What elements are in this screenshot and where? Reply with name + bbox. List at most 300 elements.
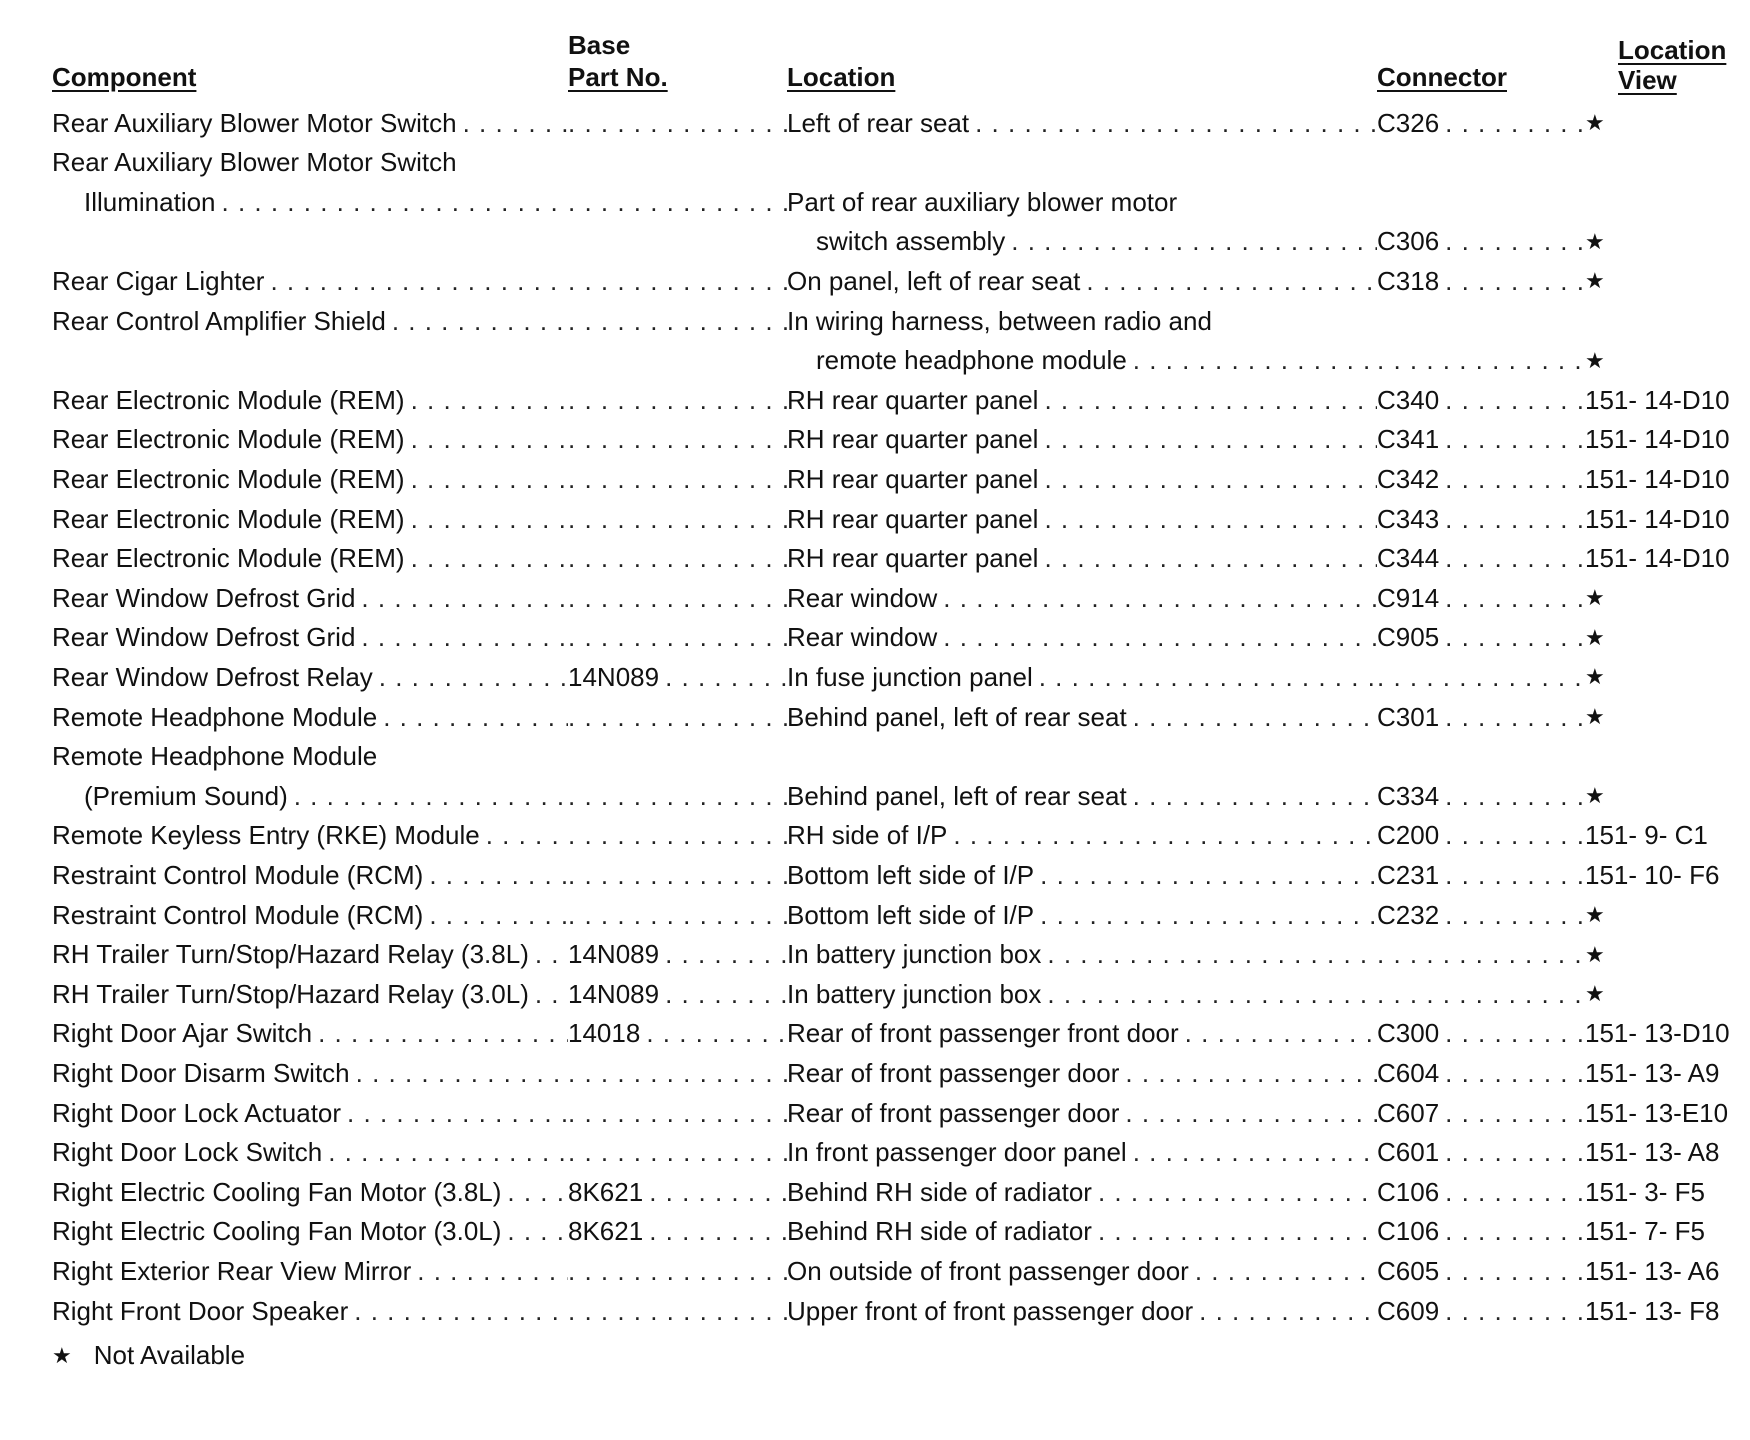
star-icon: ★ <box>1585 347 1605 373</box>
dot-leader <box>649 1177 787 1208</box>
connector-cell <box>1377 383 1585 417</box>
dot-leader <box>411 504 568 535</box>
location-view-cell <box>1585 740 1750 774</box>
location-cell <box>787 1215 1377 1249</box>
location-view: 151- 9- C1 <box>1585 820 1708 851</box>
dot-leader <box>1445 1018 1585 1049</box>
location-view-cell <box>1585 977 1750 1011</box>
star-icon: ★ <box>1585 268 1605 294</box>
location-cell <box>787 1294 1377 1328</box>
location-view: 151- 13-D10 <box>1585 1018 1730 1049</box>
part-number-cell <box>568 1215 787 1249</box>
dot-leader <box>429 900 568 931</box>
component: Right Exterior Rear View Mirror <box>52 1255 412 1286</box>
location-view-cell <box>1585 1056 1750 1090</box>
dot-leader <box>568 1296 787 1327</box>
connector-cell <box>1377 740 1585 774</box>
connector-cell <box>1377 344 1585 378</box>
component: Rear Control Amplifier Shield <box>52 305 386 336</box>
location-view-cell <box>1585 660 1750 694</box>
dot-leader <box>486 820 568 851</box>
component-cell <box>52 1017 568 1051</box>
location-view: 151- 13- A6 <box>1585 1255 1720 1286</box>
location-cell <box>787 1056 1377 1090</box>
location-view-cell <box>1585 344 1750 378</box>
dot-leader <box>1445 1216 1585 1247</box>
table-row <box>52 740 1750 774</box>
component: Rear Electronic Module (REM) <box>52 503 405 534</box>
part-number: 14N089 <box>568 978 660 1009</box>
table-row <box>52 423 1750 457</box>
location-view-cell <box>1585 1254 1750 1288</box>
component: Right Electric Cooling Fan Motor (3.8L) <box>52 1176 502 1207</box>
location: On panel, left of rear seat <box>787 265 1081 296</box>
location: Rear of front passenger front door <box>787 1018 1179 1049</box>
component: RH Trailer Turn/Stop/Hazard Relay (3.8L) <box>52 939 529 970</box>
dot-leader <box>270 266 568 297</box>
connector: C341 <box>1377 424 1440 455</box>
component-cell <box>52 423 568 457</box>
dot-leader <box>1377 979 1585 1010</box>
connector-cell <box>1377 858 1585 892</box>
table-row <box>52 819 1750 853</box>
component: RH Trailer Turn/Stop/Hazard Relay (3.0L) <box>52 978 529 1009</box>
location-cell <box>787 581 1377 615</box>
dot-leader <box>943 622 1377 653</box>
connector: C609 <box>1377 1295 1440 1326</box>
location-view: 151- 13- A8 <box>1585 1137 1720 1168</box>
dot-leader <box>568 781 787 812</box>
table-row <box>52 581 1750 615</box>
dot-leader <box>354 1296 568 1327</box>
component: Rear Cigar Lighter <box>52 265 265 296</box>
component-cell <box>52 581 568 615</box>
location-cell <box>787 977 1377 1011</box>
component-cell <box>52 1096 568 1130</box>
part-number: 8K621 <box>568 1216 644 1247</box>
location: Rear window <box>787 622 938 653</box>
dot-leader <box>1445 900 1585 931</box>
location-cell <box>787 700 1377 734</box>
dot-leader <box>383 702 568 733</box>
connector-cell <box>1377 106 1585 140</box>
part-number-cell <box>568 106 787 140</box>
component: Rear Auxiliary Blower Motor Switch <box>52 107 457 138</box>
location-view-cell <box>1585 264 1750 298</box>
location-cell <box>787 1017 1377 1051</box>
location: switch assembly <box>816 226 1006 257</box>
header-part-no: Part No. <box>568 62 668 92</box>
location: remote headphone module <box>816 345 1127 376</box>
location: Bottom left side of I/P <box>787 859 1035 890</box>
component-cell <box>52 106 568 140</box>
connector: C340 <box>1377 384 1440 415</box>
part-number-cell <box>568 977 787 1011</box>
dot-leader <box>568 385 787 416</box>
dot-leader <box>1445 424 1585 455</box>
header-connector: Connector <box>1377 62 1507 92</box>
part-number-cell <box>568 581 787 615</box>
location-view-cell <box>1585 1215 1750 1249</box>
star-icon: ★ <box>1585 228 1605 254</box>
component-cell <box>52 1294 568 1328</box>
dot-leader <box>649 1216 787 1247</box>
dot-leader <box>507 1177 568 1208</box>
location: RH rear quarter panel <box>787 503 1039 534</box>
dot-leader <box>1445 1296 1585 1327</box>
part-number-cell <box>568 542 787 576</box>
dot-leader <box>411 464 568 495</box>
location-view: 151- 10- F6 <box>1585 859 1720 890</box>
table-row <box>52 1136 1750 1170</box>
location-cell <box>787 225 1377 259</box>
connector: C106 <box>1377 1176 1440 1207</box>
location-cell <box>787 304 1377 338</box>
dot-leader <box>568 187 787 218</box>
star-icon: ★ <box>1585 783 1605 809</box>
dot-leader <box>568 900 787 931</box>
location-view-cell <box>1585 185 1750 219</box>
location: RH side of I/P <box>787 820 948 851</box>
dot-leader <box>1044 464 1377 495</box>
part-number: 14N089 <box>568 939 660 970</box>
component: Illumination <box>84 186 216 217</box>
connector: C318 <box>1377 265 1440 296</box>
part-number-cell <box>568 423 787 457</box>
component-cell <box>52 700 568 734</box>
connector: C300 <box>1377 1018 1440 1049</box>
star-icon: ★ <box>1585 902 1605 927</box>
connector: C342 <box>1377 463 1440 494</box>
connector-cell <box>1377 542 1585 576</box>
dot-leader <box>1445 622 1585 653</box>
dot-leader <box>222 187 568 218</box>
location-cell <box>787 1136 1377 1170</box>
component-cell <box>52 779 568 813</box>
component: Remote Headphone Module <box>52 741 378 772</box>
location-view-cell <box>1585 423 1750 457</box>
table-row <box>52 146 1750 180</box>
dot-leader <box>1133 702 1377 733</box>
location: RH rear quarter panel <box>787 543 1039 574</box>
location-view: 151- 14-D10 <box>1585 384 1730 415</box>
location-view: 151- 7- F5 <box>1585 1216 1705 1247</box>
header-location: Location <box>787 62 896 92</box>
connector-cell <box>1377 581 1585 615</box>
location-cell <box>787 106 1377 140</box>
dot-leader <box>1445 226 1585 257</box>
dot-leader <box>1125 1058 1377 1089</box>
location-view-cell <box>1585 1175 1750 1209</box>
component-cell <box>52 977 568 1011</box>
part-number: 14N089 <box>568 661 660 692</box>
dot-leader <box>1098 1216 1377 1247</box>
location-cell <box>787 462 1377 496</box>
dot-leader <box>568 622 787 653</box>
dot-leader <box>411 424 568 455</box>
location-cell <box>787 185 1377 219</box>
table-row <box>52 1215 1750 1249</box>
table-row <box>52 779 1750 813</box>
dot-leader <box>1086 266 1377 297</box>
component: (Premium Sound) <box>84 780 288 811</box>
table-row <box>52 462 1750 496</box>
location: RH rear quarter panel <box>787 463 1039 494</box>
location: In fuse junction panel <box>787 661 1033 692</box>
location-view-cell <box>1585 1136 1750 1170</box>
dot-leader <box>568 504 787 535</box>
connector-cell <box>1377 660 1585 694</box>
location-view-cell <box>1585 858 1750 892</box>
component-cell <box>52 462 568 496</box>
location-cell <box>787 898 1377 932</box>
dot-leader <box>568 860 787 891</box>
dot-leader <box>568 108 787 139</box>
table-row <box>52 938 1750 972</box>
connector-cell <box>1377 700 1585 734</box>
dot-leader <box>568 1256 787 1287</box>
star-icon: ★ <box>1585 585 1605 611</box>
connector-cell <box>1377 264 1585 298</box>
component: Right Door Ajar Switch <box>52 1018 313 1049</box>
location-view: 151- 14-D10 <box>1585 463 1730 494</box>
location-cell <box>787 1096 1377 1130</box>
part-number-cell <box>568 1017 787 1051</box>
location-view: 151- 14-D10 <box>1585 503 1730 534</box>
table-row <box>52 1254 1750 1288</box>
connector-cell <box>1377 1254 1585 1288</box>
connector-cell <box>1377 502 1585 536</box>
star-icon: ★ <box>1585 110 1605 135</box>
dot-leader <box>535 979 568 1010</box>
location-cell <box>787 1254 1377 1288</box>
table-row <box>52 898 1750 932</box>
dot-leader <box>568 543 787 574</box>
dot-leader <box>1044 543 1377 574</box>
location-view-cell <box>1585 146 1750 180</box>
table-row <box>52 383 1750 417</box>
location: Upper front of front passenger door <box>787 1295 1194 1326</box>
part-number-cell <box>568 1254 787 1288</box>
star-icon: ★ <box>1585 704 1605 729</box>
connector: C601 <box>1377 1137 1440 1168</box>
location-cell <box>787 423 1377 457</box>
connector-cell <box>1377 779 1585 813</box>
table-row <box>52 621 1750 655</box>
location-cell <box>787 938 1377 972</box>
location: Behind panel, left of rear seat <box>787 780 1127 811</box>
dot-leader <box>1445 820 1585 851</box>
location-view: 151- 13-E10 <box>1585 1097 1729 1128</box>
dot-leader <box>1445 385 1585 416</box>
table-row <box>52 660 1750 694</box>
dot-leader <box>568 702 787 733</box>
dot-leader <box>953 820 1377 851</box>
component: Rear Window Defrost Relay <box>52 661 373 692</box>
dot-leader <box>1133 781 1377 812</box>
part-number-cell <box>568 304 787 338</box>
connector-cell <box>1377 1175 1585 1209</box>
component: Rear Auxiliary Blower Motor Switch <box>52 147 457 178</box>
location-cell <box>787 858 1377 892</box>
dot-leader <box>1445 1098 1585 1129</box>
connector-cell <box>1377 1096 1585 1130</box>
connector: C344 <box>1377 543 1440 574</box>
part-number-cell <box>568 383 787 417</box>
location-view-cell <box>1585 819 1750 853</box>
dot-leader <box>568 1098 787 1129</box>
connector-cell <box>1377 938 1585 972</box>
part-number-cell <box>568 344 787 378</box>
location-view-cell <box>1585 502 1750 536</box>
dot-leader <box>1445 266 1585 297</box>
dot-leader <box>347 1098 568 1129</box>
component: Rear Electronic Module (REM) <box>52 384 405 415</box>
table-row <box>52 858 1750 892</box>
table-row <box>52 225 1750 259</box>
location-view-cell <box>1585 1017 1750 1051</box>
dot-leader <box>1195 1256 1377 1287</box>
component: Rear Electronic Module (REM) <box>52 543 405 574</box>
part-number-cell <box>568 185 787 219</box>
connector-cell <box>1377 819 1585 853</box>
dot-leader <box>1445 781 1585 812</box>
location: On outside of front passenger door <box>787 1255 1189 1286</box>
part-number-cell <box>568 225 787 259</box>
table-row <box>52 1294 1750 1328</box>
part-number-cell <box>568 462 787 496</box>
component-cell <box>52 740 568 774</box>
component-cell <box>52 621 568 655</box>
location-view-cell <box>1585 779 1750 813</box>
connector: C905 <box>1377 622 1440 653</box>
dot-leader <box>1039 662 1377 693</box>
location-cell <box>787 740 1377 774</box>
part-number-cell <box>568 779 787 813</box>
dot-leader <box>568 820 787 851</box>
location-cell <box>787 779 1377 813</box>
location-cell <box>787 542 1377 576</box>
component-cell <box>52 938 568 972</box>
component-cell <box>52 1215 568 1249</box>
dot-leader <box>1445 1058 1585 1089</box>
star-icon: ★ <box>1585 981 1605 1007</box>
dot-leader <box>1047 939 1377 970</box>
dot-leader <box>646 1018 787 1049</box>
star-icon: ★ <box>1585 624 1605 650</box>
dot-leader <box>1044 385 1377 416</box>
dot-leader <box>328 1137 568 1168</box>
dot-leader <box>1445 583 1585 614</box>
dot-leader <box>1377 345 1585 376</box>
part-number-cell <box>568 898 787 932</box>
location: Bottom left side of I/P <box>787 899 1035 930</box>
connector: C605 <box>1377 1255 1440 1286</box>
dot-leader <box>568 424 787 455</box>
header-component: Component <box>52 62 197 92</box>
component: Right Door Lock Actuator <box>52 1097 342 1128</box>
component-cell <box>52 542 568 576</box>
component-cell <box>52 858 568 892</box>
dot-leader <box>1445 108 1585 139</box>
dot-leader <box>1445 464 1585 495</box>
location-view: 151- 14-D10 <box>1585 543 1730 574</box>
location-cell <box>787 1175 1377 1209</box>
part-number: 8K621 <box>568 1176 644 1207</box>
dot-leader <box>1047 979 1377 1010</box>
component-cell <box>52 898 568 932</box>
location: RH rear quarter panel <box>787 424 1039 455</box>
star-icon: ★ <box>1585 664 1605 690</box>
dot-leader <box>1445 543 1585 574</box>
location: RH rear quarter panel <box>787 384 1039 415</box>
location: Behind RH side of radiator <box>787 1176 1092 1207</box>
location-view-cell <box>1585 304 1750 338</box>
component: Right Electric Cooling Fan Motor (3.0L) <box>52 1216 502 1247</box>
location-view-cell <box>1585 938 1750 972</box>
connector-cell <box>1377 146 1585 180</box>
component-cell <box>52 502 568 536</box>
location: Rear of front passenger door <box>787 1057 1120 1088</box>
dot-leader <box>1377 939 1585 970</box>
table-row <box>52 264 1750 298</box>
dot-leader <box>568 464 787 495</box>
location-view-cell <box>1585 225 1750 259</box>
location-view-cell <box>1585 898 1750 932</box>
part-number-cell <box>568 938 787 972</box>
part-number-cell <box>568 858 787 892</box>
location: Part of rear auxiliary blower motor <box>787 186 1178 217</box>
location: Rear window <box>787 582 938 613</box>
connector-cell <box>1377 462 1585 496</box>
location: In wiring harness, between radio and <box>787 305 1212 336</box>
table-row <box>52 1017 1750 1051</box>
location-cell <box>787 383 1377 417</box>
component-cell <box>52 304 568 338</box>
component-cell <box>52 1136 568 1170</box>
component: Remote Headphone Module <box>52 701 378 732</box>
component-cell <box>52 146 568 180</box>
location-view: 151- 3- F5 <box>1585 1176 1705 1207</box>
dot-leader <box>535 939 568 970</box>
connector: C607 <box>1377 1097 1440 1128</box>
connector-cell <box>1377 304 1585 338</box>
dot-leader <box>411 385 568 416</box>
dot-leader <box>1133 345 1377 376</box>
connector: C343 <box>1377 503 1440 534</box>
location-cell <box>787 819 1377 853</box>
header-location-view-line1: Location <box>1618 35 1727 65</box>
location-cell <box>787 344 1377 378</box>
location-view-cell <box>1585 462 1750 496</box>
location-view: 151- 13- F8 <box>1585 1295 1720 1326</box>
connector: C231 <box>1377 859 1440 890</box>
component: Right Front Door Speaker <box>52 1295 349 1326</box>
component-cell <box>52 264 568 298</box>
dot-leader <box>568 583 787 614</box>
component-cell <box>52 383 568 417</box>
connector: C232 <box>1377 899 1440 930</box>
location: Rear of front passenger door <box>787 1097 1120 1128</box>
component-cell <box>52 660 568 694</box>
dot-leader <box>1199 1296 1377 1327</box>
dot-leader <box>379 662 568 693</box>
connector: C200 <box>1377 820 1440 851</box>
dot-leader <box>568 266 787 297</box>
dot-leader <box>1445 702 1585 733</box>
star-icon: ★ <box>1585 941 1605 967</box>
dot-leader <box>1445 860 1585 891</box>
